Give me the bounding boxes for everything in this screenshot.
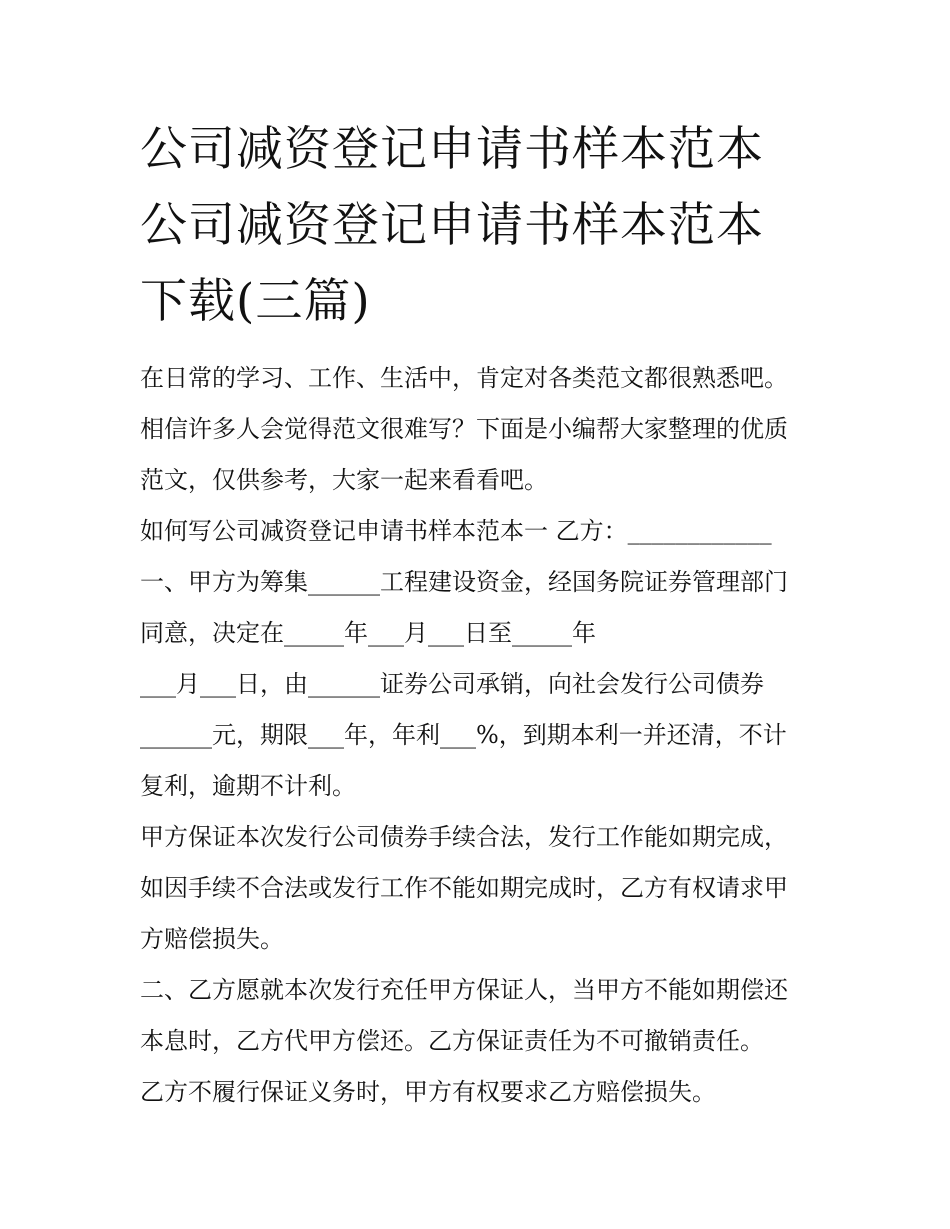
document-body [140, 353, 830, 1118]
body-line: 本息时，乙方代甲方偿还。乙方保证责任为不可撤销责任。 [140, 1027, 764, 1055]
body-line: 如因手续不合法或发行工作不能如期完成时，乙方有权请求甲 [140, 874, 788, 902]
body-line: 范文，仅供参考，大家一起来看看吧。 [140, 466, 548, 494]
body-line: 在日常的学习、工作、生活中，肯定对各类范文都很熟悉吧。 [140, 364, 788, 392]
title-line: 公司减资登记申请书样本范本 [140, 198, 764, 253]
body-line: 一、甲方为筹集______工程建设资金，经国务院证券管理部门 [140, 568, 788, 596]
body-line: 甲方保证本次发行公司债券手续合法，发行工作能如期完成， [140, 823, 788, 851]
title-line: 下载(三篇) [140, 274, 371, 329]
body-line: 复利，逾期不计利。 [140, 772, 356, 800]
body-line: 二、乙方愿就本次发行充任甲方保证人，当甲方不能如期偿还 [140, 976, 788, 1004]
body-line: ___月___日，由______证券公司承销，向社会发行公司债券 [140, 670, 764, 698]
title-line: 公司减资登记申请书样本范本 [140, 122, 764, 177]
document-title [140, 112, 840, 340]
body-line: ______元，期限___年，年利___%，到期本利一并还清，不计 [140, 721, 787, 749]
body-line: 乙方不履行保证义务时，甲方有权要求乙方赔偿损失。 [140, 1078, 716, 1106]
body-line: 相信许多人会觉得范文很难写？下面是小编帮大家整理的优质 [140, 415, 788, 443]
body-line: 同意，决定在_____年___月___日至_____年 [140, 619, 596, 647]
body-line: 如何写公司减资登记申请书样本范本一 乙方：____________ [140, 517, 772, 545]
body-line: 方赔偿损失。 [140, 925, 284, 953]
